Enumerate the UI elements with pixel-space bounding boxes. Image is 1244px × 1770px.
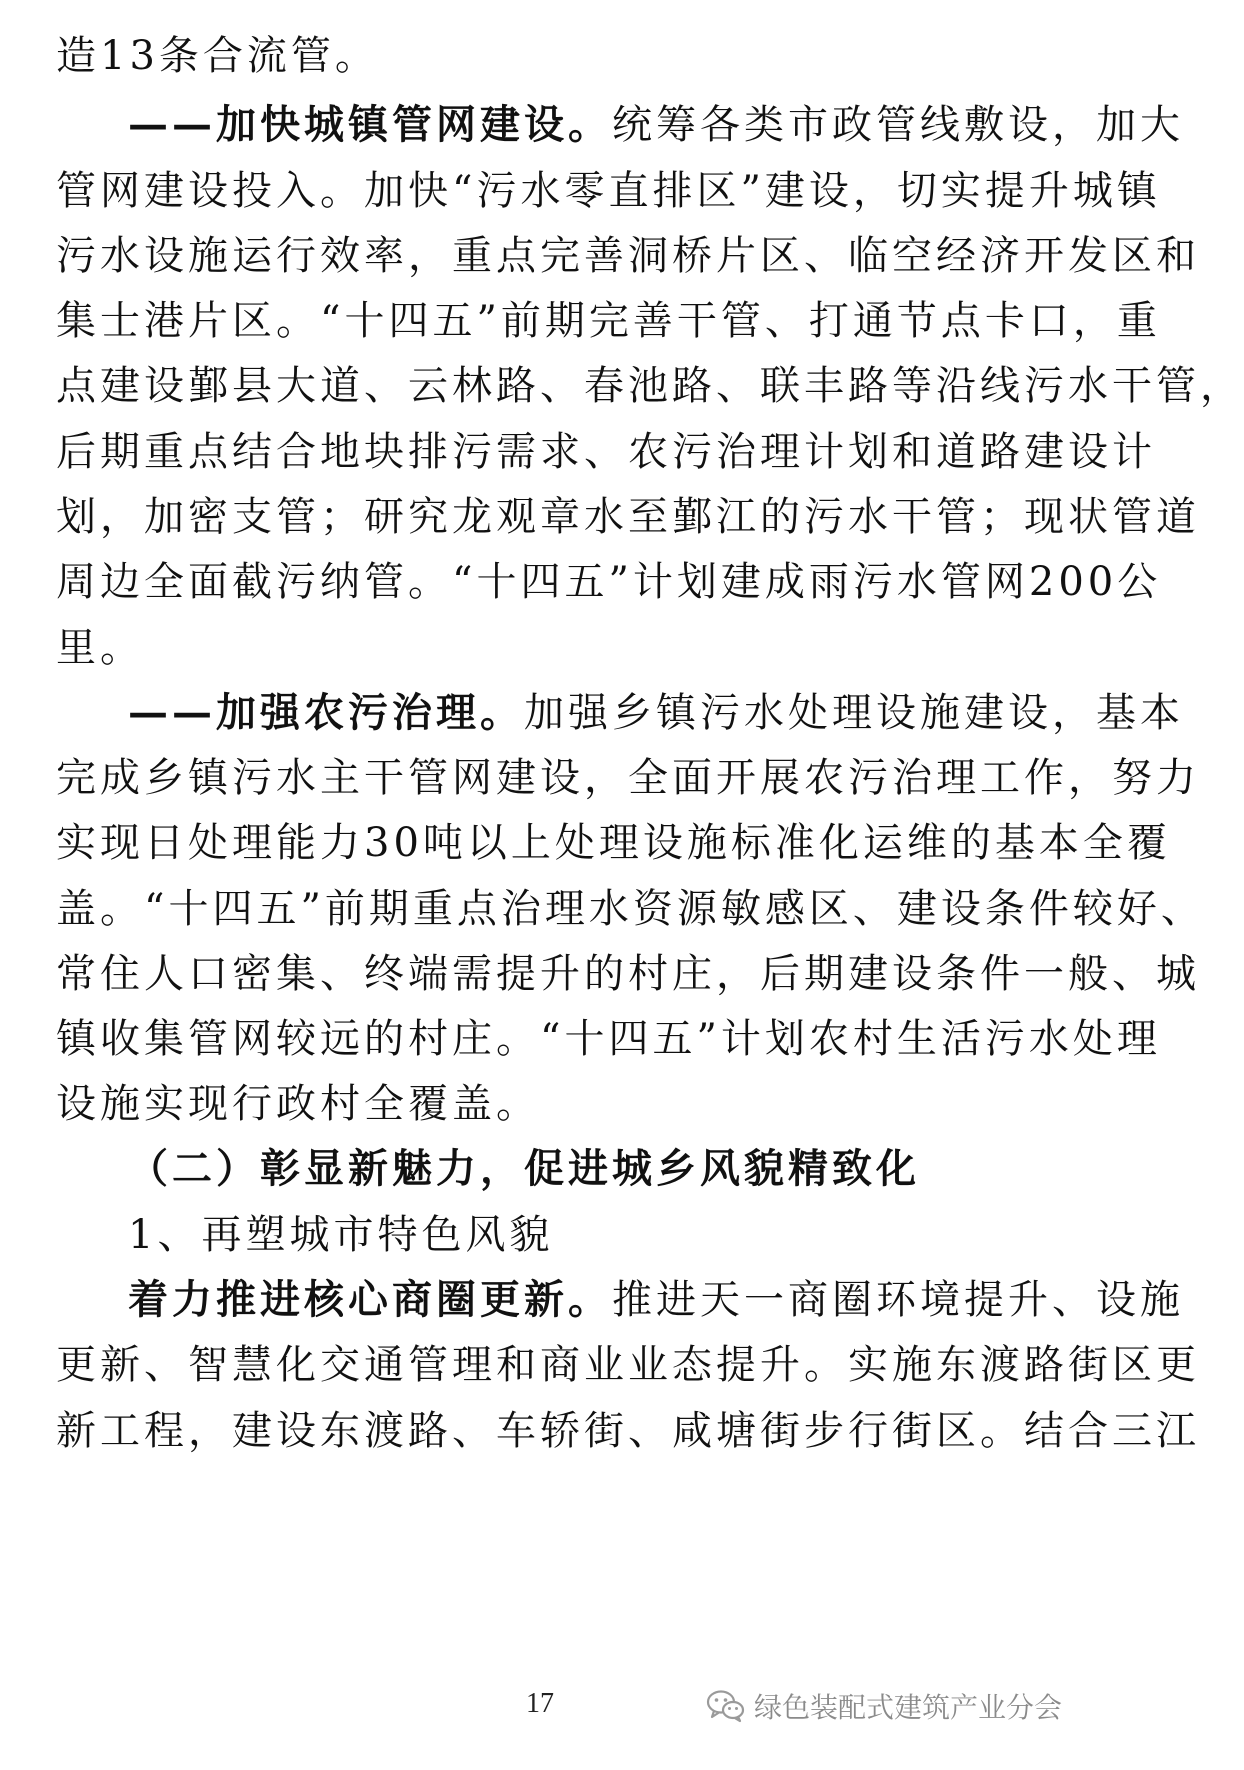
- watermark: [706, 1686, 1062, 1726]
- text-line: 新工程，建设东渡路、车轿街、咸塘街步行街区。结合三江: [56, 1408, 1200, 1454]
- text-line: 实现日处理能力30吨以上处理设施标准化运维的基本全覆: [56, 820, 1171, 866]
- text-line: 常住人口密集、终端需提升的村庄，后期建设条件一般、城: [56, 951, 1200, 997]
- text-line: 划，加密支管；研究龙观章水至鄞江的污水干管；现状管道: [56, 494, 1200, 540]
- text-line: 设施实现行政村全覆盖。: [56, 1081, 540, 1127]
- text-line: 里。: [56, 625, 144, 671]
- text-line: 管网建设投入。加快“污水零直排区”建设，切实提升城镇: [56, 168, 1161, 214]
- section-lead: 着力推进核心商圈更新。: [128, 1276, 612, 1323]
- watermark-text: 绿色装配式建筑产业分会: [754, 1691, 1063, 1724]
- subsection-heading: 1、再塑城市特色风貌: [128, 1212, 554, 1258]
- text-line: 污水设施运行效率，重点完善洞桥片区、临空经济开发区和: [56, 233, 1200, 279]
- page-number: 17: [526, 1688, 554, 1719]
- text-line: ——加快城镇管网建设。统筹各类市政管线敷设，加大: [128, 101, 1184, 148]
- text-line: 集士港片区。“十四五”前期完善干管、打通节点卡口，重: [56, 298, 1161, 344]
- text-line: ——加强农污治理。加强乡镇污水处理设施建设，基本: [128, 689, 1184, 736]
- text-line: 完成乡镇污水主干管网建设，全面开展农污治理工作，努力: [56, 755, 1200, 801]
- wechat-icon: [706, 1689, 746, 1723]
- section-heading: （二）彰显新魅力，促进城乡风貌精致化: [128, 1145, 920, 1192]
- section-lead: ——加快城镇管网建设。: [128, 101, 612, 148]
- text-line: 镇收集管网较远的村庄。“十四五”计划农村生活污水处理: [56, 1016, 1161, 1062]
- text-line: 造13条合流管。: [56, 33, 379, 79]
- section-lead: ——加强农污治理。: [128, 689, 524, 736]
- text-line: 点建设鄞县大道、云林路、春池路、联丰路等沿线污水干管，: [56, 363, 1244, 409]
- text-line: 更新、智慧化交通管理和商业业态提升。实施东渡路街区更: [56, 1342, 1200, 1388]
- text-line: 盖。“十四五”前期重点治理水资源敏感区、建设条件较好、: [56, 886, 1205, 932]
- text-line: 着力推进核心商圈更新。推进天一商圈环境提升、设施: [128, 1276, 1184, 1323]
- text-line: 周边全面截污纳管。“十四五”计划建成雨污水管网200公: [56, 559, 1162, 605]
- text-line: 后期重点结合地块排污需求、农污治理计划和道路建设计: [56, 429, 1156, 475]
